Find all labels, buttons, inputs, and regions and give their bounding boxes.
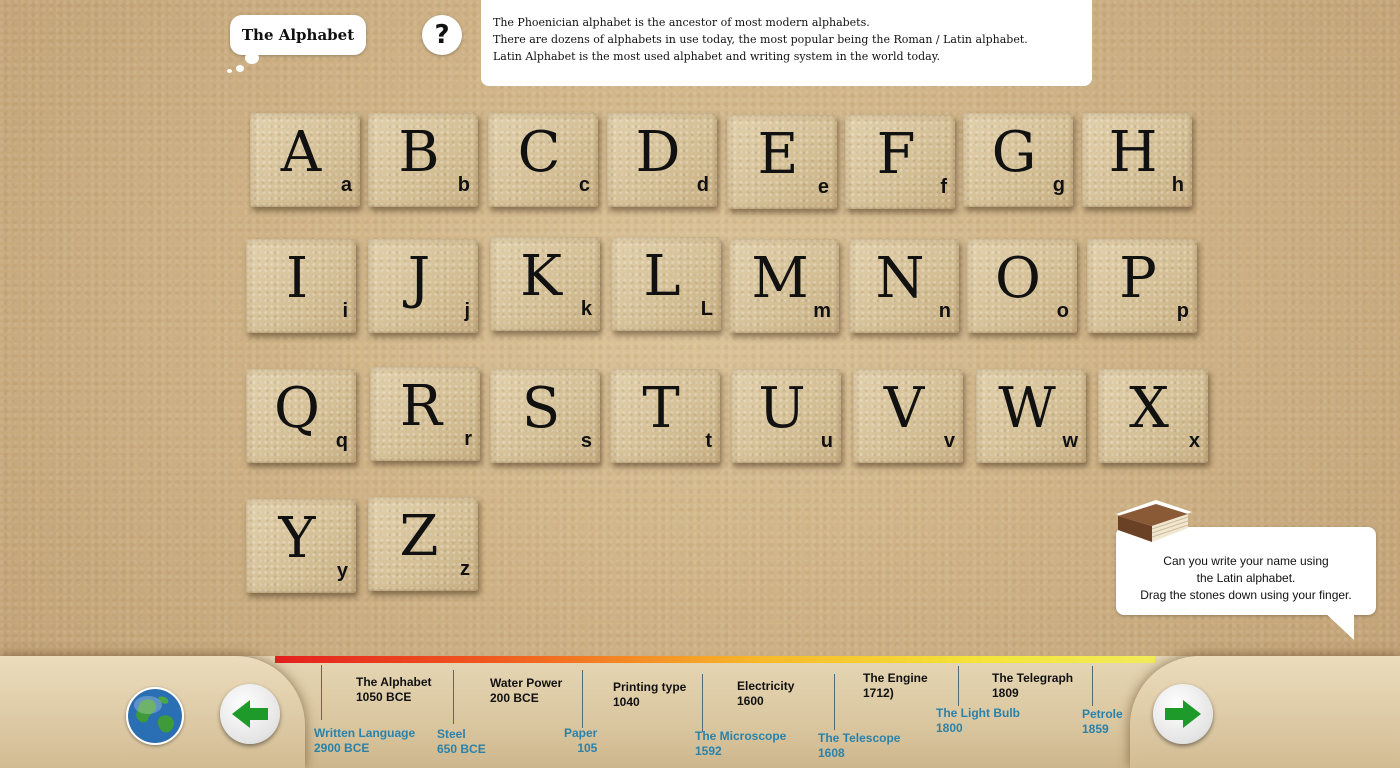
event-date: 1050 BCE xyxy=(356,690,412,704)
letter-tile-p[interactable] xyxy=(1087,239,1197,333)
tile-upper: C xyxy=(517,120,561,185)
tile-lower: o xyxy=(1056,300,1069,322)
timeline-event-water-power[interactable] xyxy=(490,676,562,706)
tile-upper: H xyxy=(1108,120,1158,185)
tile-upper: N xyxy=(875,246,925,311)
event-date: 1608 xyxy=(818,746,845,760)
letter-tile-v[interactable] xyxy=(853,369,963,463)
tile-lower: b xyxy=(457,174,470,196)
letter-tile-z[interactable] xyxy=(368,497,478,591)
event-name: Petrole xyxy=(1082,707,1123,721)
event-name: The Engine xyxy=(863,671,928,685)
tile-lower: r xyxy=(464,428,472,450)
tile-lower: c xyxy=(578,174,590,196)
tile-upper: G xyxy=(991,120,1037,185)
timeline-event-written-language[interactable] xyxy=(314,726,415,756)
tile-lower: d xyxy=(696,174,709,196)
left-arrow-icon xyxy=(230,698,270,730)
help-button[interactable]: ? xyxy=(422,15,462,55)
tile-upper: D xyxy=(635,120,681,185)
letter-tile-m[interactable] xyxy=(729,239,839,333)
event-name: Electricity xyxy=(737,679,795,693)
tile-lower: s xyxy=(580,430,592,452)
globe-graphic xyxy=(128,689,182,743)
letter-tile-e[interactable] xyxy=(727,115,837,209)
letter-tile-t[interactable] xyxy=(610,369,720,463)
tile-upper: R xyxy=(399,374,443,439)
info-line: There are dozens of alphabets in use today, the most popular being the Roman / Latin alphabet. xyxy=(493,33,1028,46)
prompt-line: Can you write your name using xyxy=(1163,554,1329,568)
tile-lower: k xyxy=(580,298,592,320)
tile-lower: y xyxy=(336,560,348,582)
timeline-event-the-microscope[interactable] xyxy=(695,729,786,759)
info-line: Latin Alphabet is the most used alphabet and writing system in the world today. xyxy=(493,50,940,63)
event-name: The Telegraph xyxy=(992,671,1074,685)
timeline-tick xyxy=(702,674,703,732)
event-name: The Light Bulb xyxy=(936,706,1020,720)
tile-lower: L xyxy=(700,298,713,320)
tile-lower: e xyxy=(817,176,829,198)
letter-tile-s[interactable] xyxy=(490,369,600,463)
tile-upper: X xyxy=(1129,376,1169,441)
letter-tile-o[interactable] xyxy=(967,239,1077,333)
tile-upper: E xyxy=(757,122,799,187)
tile-lower: j xyxy=(464,300,470,322)
tile-lower: h xyxy=(1171,174,1184,196)
globe-icon[interactable] xyxy=(126,687,184,745)
prompt-line: the Latin alphabet. xyxy=(1196,571,1296,585)
timeline-event-the-alphabet[interactable] xyxy=(356,675,432,705)
event-date: 105 xyxy=(577,741,598,755)
tile-upper: K xyxy=(520,244,562,309)
tile-upper: V xyxy=(883,376,925,441)
tile-lower: q xyxy=(335,430,348,452)
event-date: 1859 xyxy=(1082,722,1109,736)
timeline-event-the-telegraph[interactable] xyxy=(992,671,1073,701)
page-title: The Alphabet xyxy=(241,26,355,44)
page-title-bubble xyxy=(230,15,366,55)
letter-tile-c[interactable] xyxy=(488,113,598,207)
event-name: The Alphabet xyxy=(356,675,432,689)
letter-tile-n[interactable] xyxy=(849,239,959,333)
tile-upper: L xyxy=(643,244,681,309)
event-date: 1040 xyxy=(613,695,640,709)
tile-upper: A xyxy=(280,120,322,185)
tile-upper: T xyxy=(642,376,680,441)
bubble-tail-dot xyxy=(245,52,259,64)
tile-upper: O xyxy=(995,246,1041,311)
event-date: 650 BCE xyxy=(437,742,486,756)
tile-lower: n xyxy=(938,300,951,322)
tile-upper: J xyxy=(407,246,431,311)
event-date: 1600 xyxy=(737,694,764,708)
letter-tile-b[interactable] xyxy=(368,113,478,207)
timeline-event-the-telescope[interactable] xyxy=(818,731,900,761)
tile-upper: M xyxy=(751,246,809,311)
letter-tile-x[interactable] xyxy=(1098,369,1208,463)
letter-tile-g[interactable] xyxy=(963,113,1073,207)
event-date: 1712) xyxy=(863,686,894,700)
event-date: 200 BCE xyxy=(490,691,539,705)
timeline-gradient-line xyxy=(275,656,1155,663)
timeline-event-petrole[interactable] xyxy=(1082,707,1123,737)
info-line: The Phoenician alphabet is the ancestor of most modern alphabets. xyxy=(493,16,870,29)
timeline-event-steel[interactable] xyxy=(437,727,486,757)
tile-upper: P xyxy=(1119,246,1157,311)
next-button[interactable] xyxy=(1153,684,1213,744)
letter-tile-y[interactable] xyxy=(246,499,356,593)
book-icon xyxy=(1112,498,1194,546)
letter-tile-h[interactable] xyxy=(1082,113,1192,207)
tile-lower: m xyxy=(813,300,831,322)
tile-upper: Q xyxy=(274,376,320,441)
timeline-event-the-engine[interactable] xyxy=(863,671,928,701)
previous-button[interactable] xyxy=(220,684,280,744)
letter-tile-i[interactable] xyxy=(246,239,356,333)
event-name: Written Language xyxy=(314,726,416,740)
timeline-event-electricity[interactable] xyxy=(737,679,794,709)
letter-tile-w[interactable] xyxy=(976,369,1086,463)
tile-lower: v xyxy=(943,430,955,452)
timeline-tick xyxy=(958,666,959,706)
event-name: The Telescope xyxy=(818,731,901,745)
event-date: 1800 xyxy=(936,721,963,735)
tile-lower: u xyxy=(820,430,833,452)
bubble-tail-dot xyxy=(236,65,244,72)
tile-lower: z xyxy=(460,558,470,580)
tile-lower: a xyxy=(340,174,352,196)
timeline-event-printing-type[interactable] xyxy=(613,680,686,710)
tile-lower: t xyxy=(705,430,712,452)
tile-upper: Y xyxy=(278,506,316,571)
event-date: 1809 xyxy=(992,686,1019,700)
letter-tile-a[interactable] xyxy=(250,113,360,207)
event-name: Paper xyxy=(564,726,598,740)
tile-upper: Z xyxy=(399,504,439,569)
letter-tile-d[interactable] xyxy=(607,113,717,207)
tile-upper: I xyxy=(285,246,309,311)
tile-lower: g xyxy=(1052,174,1065,196)
prompt-bubble-tail xyxy=(1322,610,1354,640)
right-arrow-icon xyxy=(1163,698,1203,730)
tile-lower: x xyxy=(1188,430,1200,452)
event-name: Water Power xyxy=(490,676,563,690)
tile-upper: S xyxy=(521,376,561,441)
tile-lower: p xyxy=(1176,300,1189,322)
timeline-tick xyxy=(453,670,454,724)
letter-tile-l[interactable] xyxy=(611,237,721,331)
info-box xyxy=(481,0,1092,86)
event-date: 2900 BCE xyxy=(314,741,370,755)
event-name: Steel xyxy=(437,727,466,741)
tile-upper: F xyxy=(876,122,916,187)
tile-upper: W xyxy=(998,376,1056,441)
prompt-line: Drag the stones down using your finger. xyxy=(1140,588,1352,602)
letter-tile-q[interactable] xyxy=(246,369,356,463)
bubble-tail-dot xyxy=(227,69,232,73)
letter-tile-u[interactable] xyxy=(731,369,841,463)
event-date: 1592 xyxy=(695,744,722,758)
tile-upper: U xyxy=(758,376,806,441)
timeline-event-the-light-bulb[interactable] xyxy=(936,706,1020,736)
tile-lower: w xyxy=(1062,430,1078,452)
tile-lower: i xyxy=(342,300,348,322)
letter-tile-r[interactable] xyxy=(370,367,480,461)
tile-lower: f xyxy=(940,176,947,198)
event-name: The Microscope xyxy=(695,729,787,743)
letter-tile-k[interactable] xyxy=(490,237,600,331)
tile-upper: B xyxy=(398,120,440,185)
timeline-tick xyxy=(321,665,322,720)
timeline-tick xyxy=(582,670,583,728)
letter-tile-f[interactable] xyxy=(845,115,955,209)
timeline-event-paper[interactable] xyxy=(564,726,597,756)
letter-tile-j[interactable] xyxy=(368,239,478,333)
event-name: Printing type xyxy=(613,680,687,694)
timeline-tick xyxy=(834,674,835,730)
timeline-tick xyxy=(1092,666,1093,706)
